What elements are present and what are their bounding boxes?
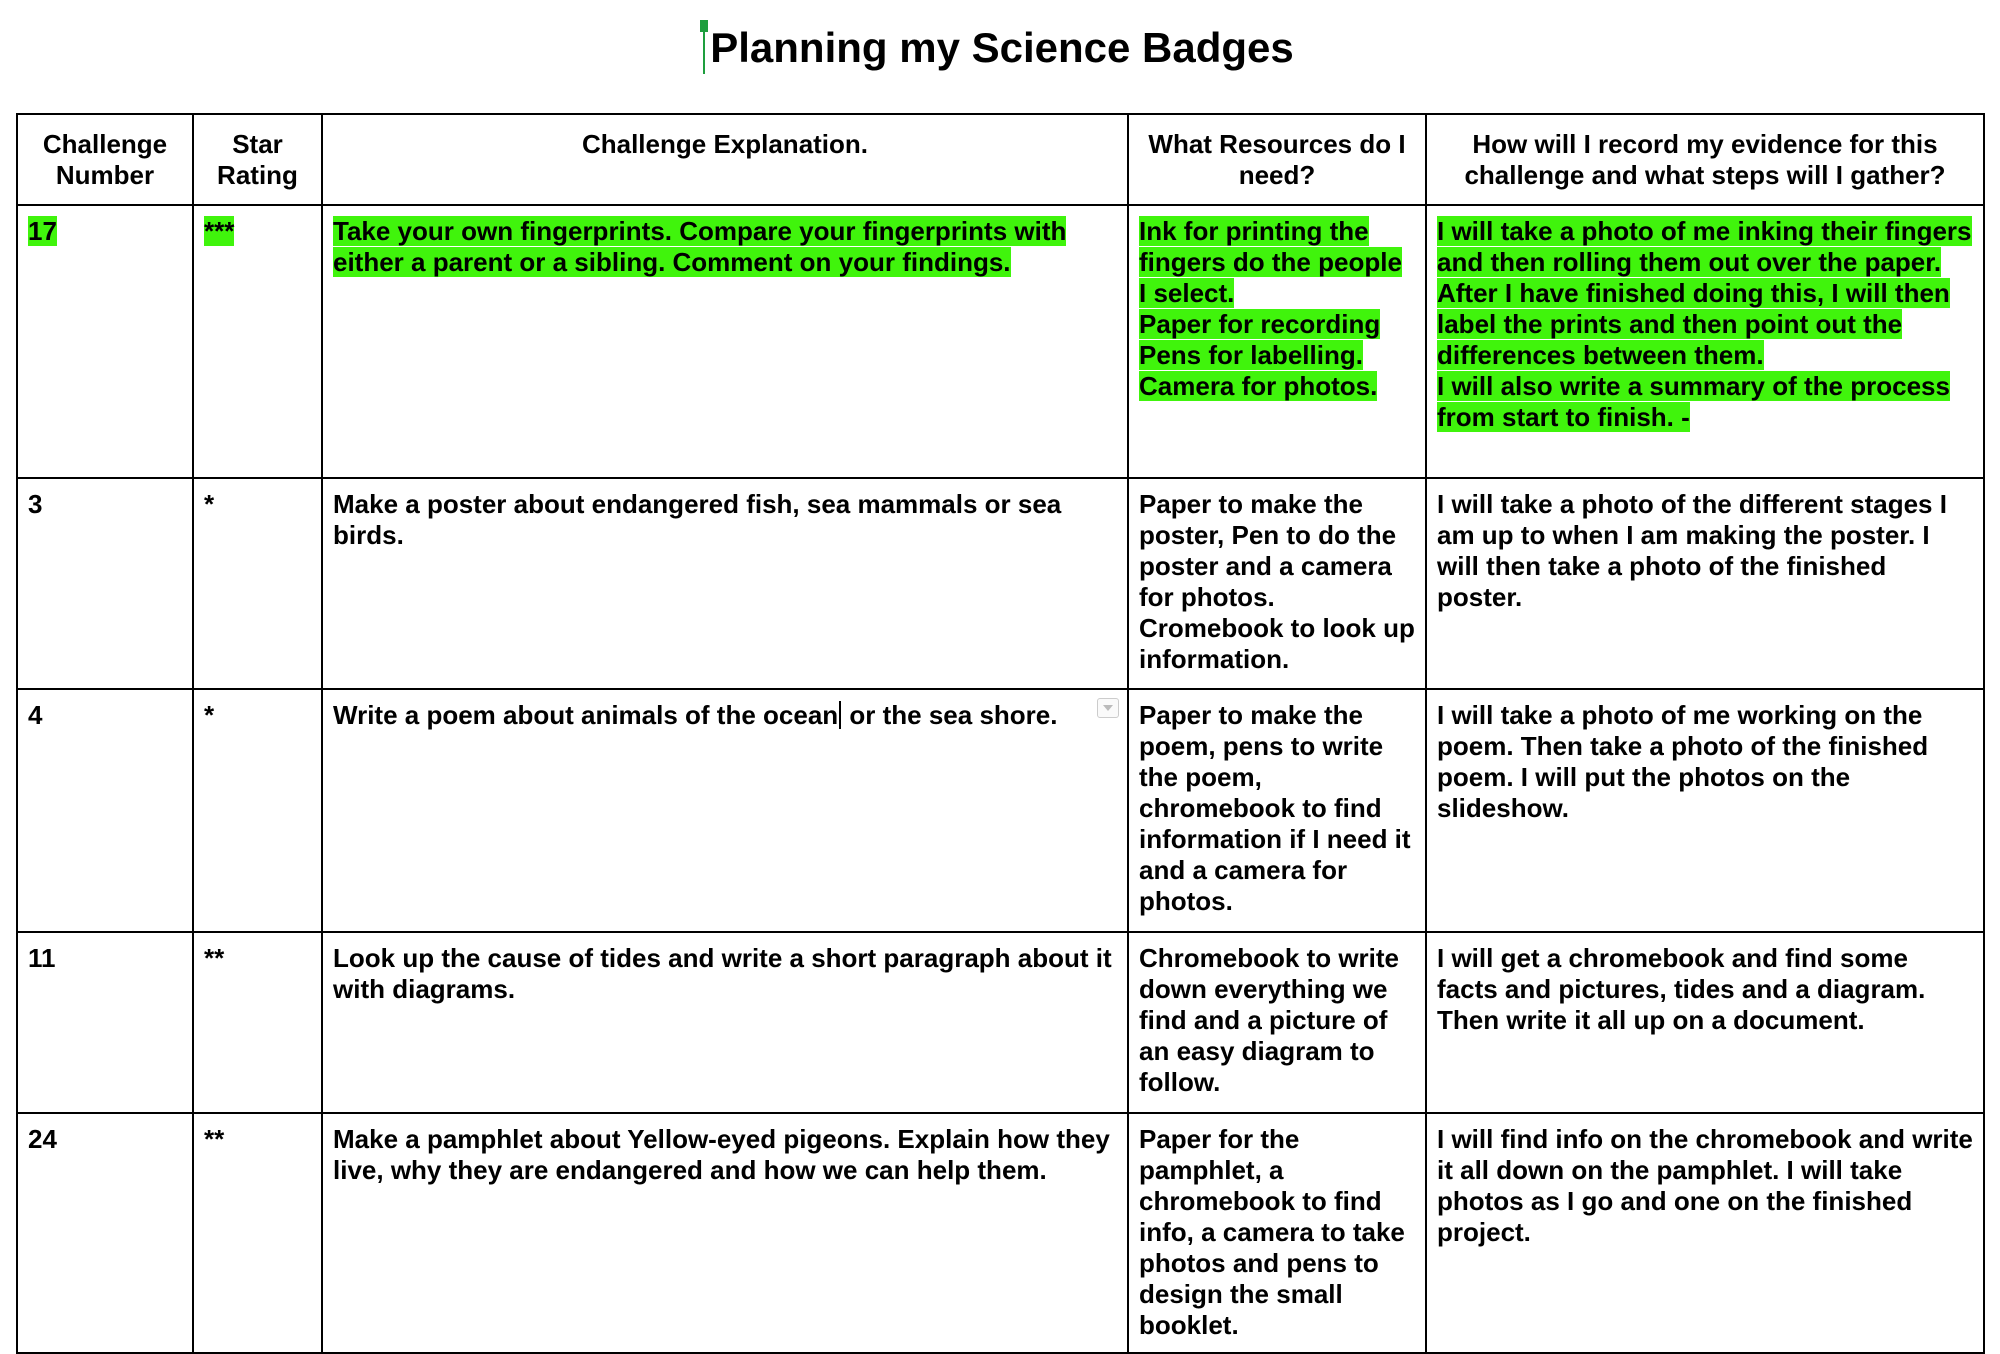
challenge-explanation: Make a poster about endangered fish, sea mammals or sea birds. [333,489,1062,550]
cell-star-rating[interactable] [193,689,322,932]
resources-line: Chromebook to write down everything we find and a picture of an easy diagram to follow. [1139,943,1400,1097]
cell-star-rating[interactable] [193,1113,322,1353]
table-row [17,205,1984,478]
cell-challenge-number[interactable] [17,478,193,689]
challenge-number: 24 [28,1124,57,1154]
cell-resources[interactable] [1128,478,1426,689]
header-challenge-explanation[interactable]: Challenge Explanation. [322,114,1128,205]
star-rating: ** [204,1124,225,1154]
challenge-number: 3 [28,489,43,519]
challenge-number: 4 [28,700,43,730]
challenge-explanation-part: or the sea shore. [842,700,1058,730]
text-caret [839,701,841,729]
cell-resources[interactable] [1128,689,1426,932]
cell-evidence[interactable] [1426,205,1984,478]
badges-table [16,113,1985,1354]
resources-line: Cromebook to look up information. [1139,613,1415,674]
evidence-line: I will take a photo of the different stages I am up to when I am making the poster. I will then take a photo of the finished poster. [1437,489,1947,612]
star-rating: * [204,489,215,519]
resources-line: Paper to make the poster, Pen to do the poster and a camera for photos. [1139,489,1397,612]
cell-dropdown-icon[interactable] [1097,698,1119,718]
cell-challenge-explanation[interactable] [322,1113,1128,1353]
cell-challenge-explanation[interactable] [322,205,1128,478]
resources-line: Paper to make the poem, pens to write the poem, chromebook to find information if I need it and a camera for photos. [1139,700,1411,916]
header-row [17,114,1984,205]
challenge-explanation: Make a pamphlet about Yellow-eyed pigeons. Explain how they live, why they are endangered and how we can help them. [333,1124,1110,1185]
table-row [17,932,1984,1113]
cell-evidence[interactable] [1426,932,1984,1113]
table-row [17,478,1984,689]
star-rating: ** [204,943,225,973]
table-row [17,1113,1984,1353]
challenge-explanation: Take your own fingerprints. Compare your fingerprints with either a parent or a sibling. Comment on your findings. [333,216,1067,277]
challenge-explanation-part: Write a poem about animals of the ocean [333,700,839,730]
title-area [0,22,2000,74]
evidence-line: I will also write a summary of the process from start to finish. - [1437,371,1950,432]
cell-star-rating[interactable] [193,478,322,689]
evidence-line: I will take a photo of me working on the poem. Then take a photo of the finished poem. I will put the photos on the slideshow. [1437,700,1929,823]
document-title-text: Planning my Science Badges [710,24,1294,71]
cell-evidence[interactable] [1426,689,1984,932]
star-rating: *** [204,216,235,246]
cell-star-rating[interactable] [193,932,322,1113]
resources-line: Paper for the pamphlet, a chromebook to find info, a camera to take photos and pens to design the small booklet. [1139,1124,1405,1340]
resources-line: Paper for recording [1139,309,1381,339]
evidence-line: I will find info on the chromebook and write it all down on the pamphlet. I will take photos as I go and one on the finished project. [1437,1124,1973,1247]
cell-resources[interactable] [1128,205,1426,478]
challenge-number: 11 [28,943,56,973]
header-resources[interactable]: What Resources do I need? [1128,114,1426,205]
collaborator-cursor-flag-icon [700,20,708,32]
cell-resources[interactable] [1128,1113,1426,1353]
evidence-line: I will take a photo of me inking their fingers and then rolling them out over the paper. [1437,216,1972,277]
cell-challenge-explanation[interactable] [322,478,1128,689]
cell-challenge-number[interactable] [17,689,193,932]
evidence-line: After I have finished doing this, I will then label the prints and then point out the differences between them. [1437,278,1950,370]
header-evidence[interactable]: How will I record my evidence for this challenge and what steps will I gather? [1426,114,1984,205]
challenge-explanation: Look up the cause of tides and write a short paragraph about it with diagrams. [333,943,1112,1004]
document-title[interactable] [706,22,1294,74]
cell-challenge-number[interactable] [17,205,193,478]
cell-resources[interactable] [1128,932,1426,1113]
header-star-rating[interactable]: Star Rating [193,114,322,205]
evidence-line: I will get a chromebook and find some facts and pictures, tides and a diagram. Then write it all up on a document. [1437,943,1926,1035]
resources-line: Pens for labelling. [1139,340,1363,370]
cell-star-rating[interactable] [193,205,322,478]
cell-challenge-number[interactable] [17,932,193,1113]
cell-evidence[interactable] [1426,1113,1984,1353]
resources-line: Ink for printing the fingers do the people I select. [1139,216,1402,308]
challenge-number: 17 [28,216,57,246]
cell-challenge-explanation[interactable] [322,689,1128,932]
cell-challenge-explanation[interactable] [322,932,1128,1113]
header-challenge-number[interactable]: Challenge Number [17,114,193,205]
resources-line: Camera for photos. [1139,371,1378,401]
table-row [17,689,1984,932]
cell-challenge-number[interactable] [17,1113,193,1353]
cell-evidence[interactable] [1426,478,1984,689]
star-rating: * [204,700,215,730]
